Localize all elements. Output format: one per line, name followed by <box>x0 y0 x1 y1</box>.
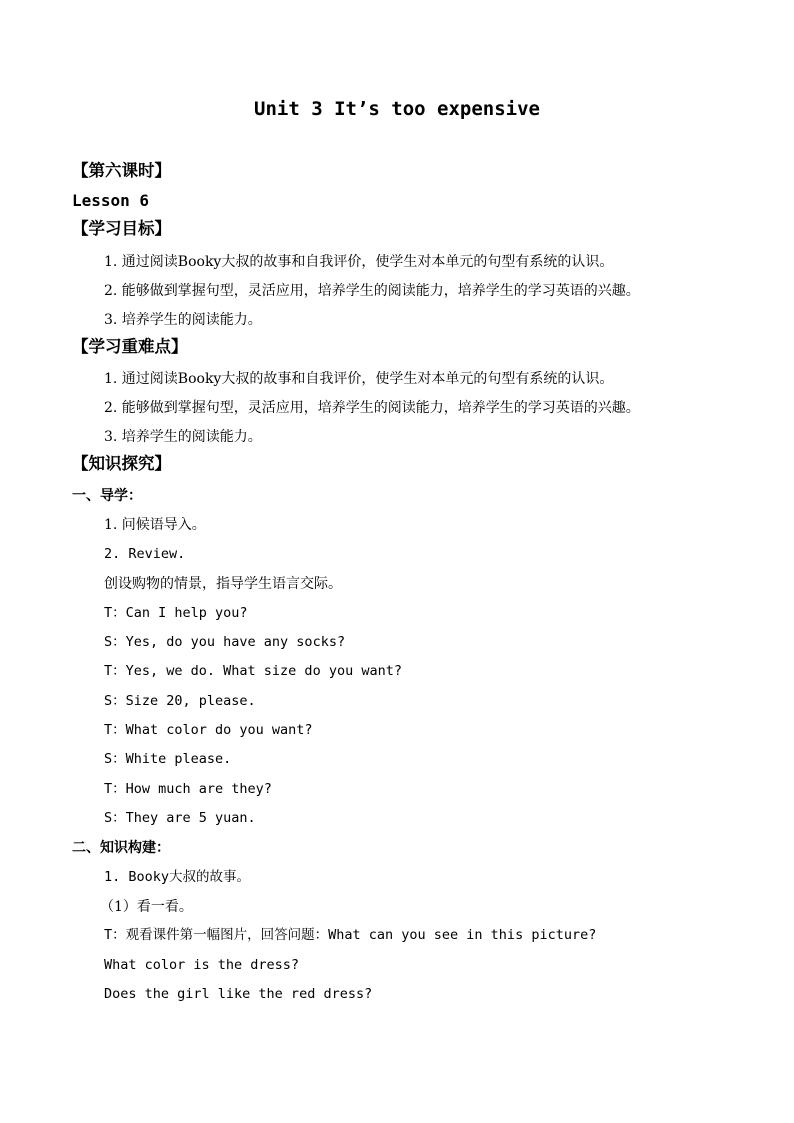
objective-item: 1. 通过阅读Booky大叔的故事和自我评价，使学生对本单元的句型有系统的认识。 <box>104 254 614 270</box>
dialogue-line: T：Yes, we do. What size do you want? <box>104 663 402 679</box>
key-points-heading: 【学习重难点】 <box>72 337 188 356</box>
exploration-heading: 【知识探究】 <box>72 454 171 473</box>
construction-line: （1）看一看。 <box>100 899 193 915</box>
period-heading: 【第六课时】 <box>72 161 171 180</box>
construction-line: T：观看课件第一幅图片，回答问题：What can you see in this picture? <box>104 927 597 943</box>
objectives-heading: 【学习目标】 <box>72 219 171 238</box>
dialogue-line: S：Yes, do you have any socks? <box>104 634 346 650</box>
construction-line: Does the girl like the red dress? <box>104 986 373 1002</box>
construction-line: What color is the dress? <box>104 957 300 973</box>
document-title: Unit 3 It’s too expensive <box>254 98 540 120</box>
guide-line: 2. Review. <box>104 546 186 562</box>
lesson-label: Lesson 6 <box>72 191 150 210</box>
guide-line: 1. 问候语导入。 <box>104 517 206 533</box>
guide-heading: 一、导学： <box>72 488 142 504</box>
dialogue-line: S：White please. <box>104 751 232 767</box>
key-point-item: 3. 培养学生的阅读能力。 <box>104 429 262 445</box>
dialogue-line: S：They are 5 yuan. <box>104 810 256 826</box>
dialogue-line: S：Size 20, please. <box>104 693 256 709</box>
key-point-item: 2. 能够做到掌握句型，灵活应用，培养学生的阅读能力，培养学生的学习英语的兴趣。 <box>104 400 640 416</box>
dialogue-line: T：How much are they? <box>104 781 272 797</box>
objective-item: 3. 培养学生的阅读能力。 <box>104 312 262 328</box>
construction-heading: 二、知识构建： <box>72 840 170 856</box>
guide-line: 创设购物的情景，指导学生语言交际。 <box>104 576 342 592</box>
objective-item: 2. 能够做到掌握句型，灵活应用，培养学生的阅读能力，培养学生的学习英语的兴趣。 <box>104 283 640 299</box>
dialogue-line: T：Can I help you? <box>104 605 248 621</box>
key-point-item: 1. 通过阅读Booky大叔的故事和自我评价，使学生对本单元的句型有系统的认识。 <box>104 371 614 387</box>
dialogue-line: T：What color do you want? <box>104 722 313 738</box>
construction-line: 1. Booky大叔的故事。 <box>104 869 251 885</box>
